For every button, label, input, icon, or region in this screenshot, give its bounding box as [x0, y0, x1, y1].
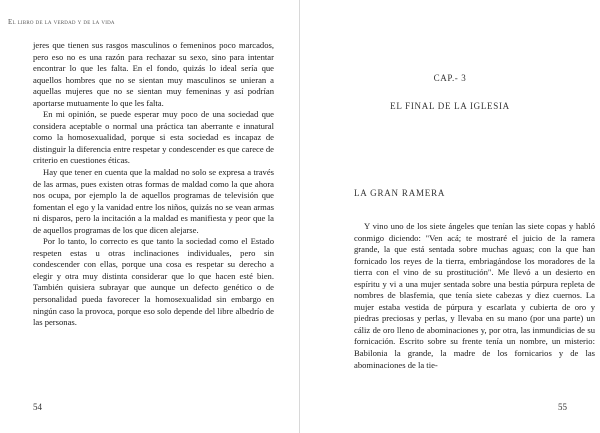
paragraph: Hay que tener en cuenta que la maldad no solo se expresa a través de las armas, pues existen otras formas de maldad como la que ahora nos ocupa, por ejemplo la de aquellos programas de televisión que fomentan el ego y la vanidad entre los niños, quizás no se vean armas ni disparos, pero la incitación a la maldad es manifiesta y peor que la de aquellos programas de los que dicen alejarse. — [33, 167, 274, 235]
section-title: LA GRAN RAMERA — [354, 188, 446, 198]
chapter-title: EL FINAL DE LA IGLESIA — [390, 101, 510, 111]
running-head: El libro de la verdad y de la vida — [8, 18, 115, 26]
paragraph: En mi opinión, se puede esperar muy poco de una sociedad que considera aceptable o normal una práctica tan aberrante e innatural como la homosexualidad, porque si esta sociedad es incapaz de distinguir la diferencia entre respetar y condescender es que carece de criterio en cuestiones éticas. — [33, 109, 274, 166]
paragraph: jeres que tienen sus rasgos masculinos o femeninos poco marcados, pero eso no es una razón para rechazar su sexo, sino para intentar encontrar lo que les falta. En el fondo, quizás lo ideal sería que aquellos hombres que no se sientan muy masculinos se unieran a aquellas mujeres que no se sientan muy femeninas y así podrían aportarse mutuamente lo que les falta. — [33, 40, 274, 108]
chapter-number: CAP.- 3 — [433, 73, 467, 83]
right-page-body — [354, 221, 595, 371]
left-page-body — [33, 40, 274, 329]
paragraph: Por lo tanto, lo correcto es que tanto la sociedad como el Estado respeten estas u otras inclinaciones individuales, pero sin condescender con ellas, porque una cosa es respetar su derecho a elegir y otra muy distinta considerar que lo que hacen esté bien. También quisiera subrayar que aunque un defecto genético o de personalidad pueda favorecer la homosexualidad sin embargo en ningún caso la provoca, porque eso solo depende del libre albedrío de las personas. — [33, 236, 274, 328]
left-page — [0, 0, 299, 433]
page-number-right: 55 — [558, 402, 567, 412]
page-number-left: 54 — [33, 402, 42, 412]
paragraph: Y vino uno de los siete ángeles que tenían las siete copas y habló conmigo diciendo: "Ven acá; te mostraré el juicio de la ramera grande, la que está sentada sobre muchas aguas; con la que han fornicado los reyes de la tierra, embriagándose los moradores de la tierra con el vino de su prostitución". Me llevó a un desierto en espíritu y vi a una mujer sentada sobre una bestia púrpura repleta de nombres de blasfemia, que tenía siete cabezas y diez cuernos. La mujer estaba vestida de púrpura y escarlata y cubierta de oro y piedras preciosas y perlas, y llevaba en su mano (por una parte) un cáliz de oro lleno de abominaciones y, por otra, las inmundicias de su fornicación. Escrito sobre su frente tenía un nombre, un misterio: Babilonia la grande, la madre de los fornicarios y de las abominaciones de la tie- — [354, 221, 595, 370]
right-page — [300, 0, 600, 433]
